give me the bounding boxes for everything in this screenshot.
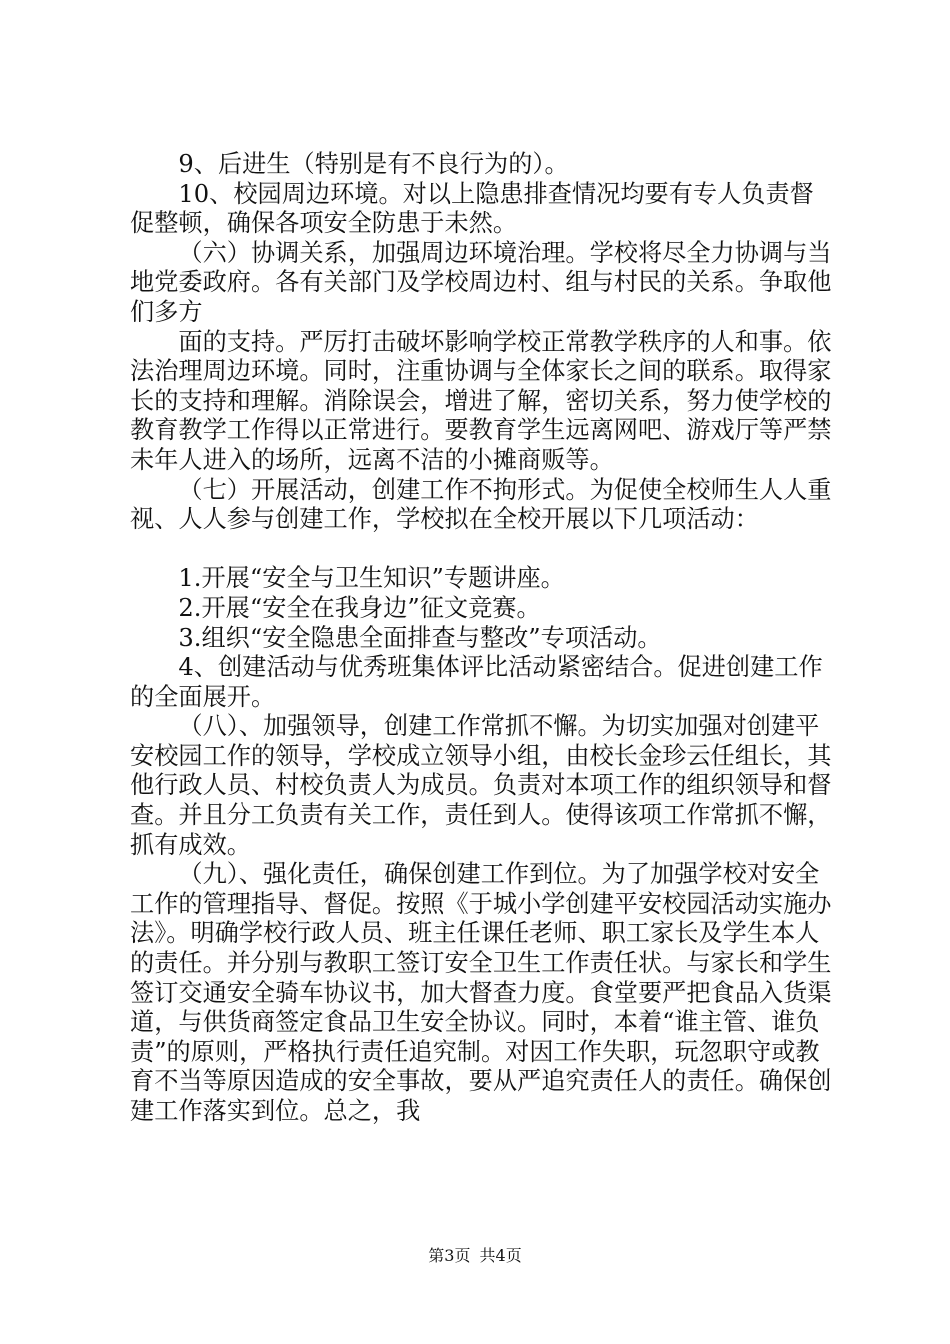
paragraph-section-8: （八）、加强领导，创建工作常抓不懈。为切实加强对创建平安校园工作的领导，学校成立领导小组，由校长金珍云任组长，其他行政人员、村校负责人为成员。负责对本项工作的组织领导和督查。并且分工负责有关工作，责任到人。使得该项工作常抓不懈，抓有成效。 [130,712,832,859]
page-footer [0,1243,950,1266]
activity-list-item-4: 4、创建活动与优秀班集体评比活动紧密结合。促进创建工作的全面展开。 [130,653,823,711]
spacer [130,535,835,565]
paragraph-item-10: 10、校园周边环境。对以上隐患排查情况均要有专人负责督促整顿，确保各项安全防患于未然。 [130,179,814,238]
paragraph-section-7: （七）开展活动，创建工作不拘形式。为促使全校师生人人重视、人人参与创建工作，学校拟在全校开展以下几项活动： [130,475,832,534]
paragraph-item-9: 9、后进生（特别是有不良行为的）。 [178,150,569,178]
activity-list-item-2: 2.开展“安全在我身边”征文竞赛。 [178,593,541,622]
document-body [130,150,835,1127]
paragraph-section-6-continued: 面的支持。严厉打击破坏影响学校正常教学秩序的人和事。依法治理周边环境。同时，注重协调与全体家长之间的联系。取得家长的支持和理解。消除误会，增进了解，密切关系，努力使学校的教育教学工作得以正常进行。要教育学生远离网吧、游戏厅等严禁未年人进入的场所，远离不洁的小摊商贩等。 [130,327,832,474]
paragraph-section-6: （六）协调关系，加强周边环境治理。学校将尽全力协调与当地党委政府。各有关部门及学校周边村、组与村民的关系。争取他们多方 [130,238,832,326]
activity-list-item-1: 1.开展“安全与卫生知识”专题讲座。 [178,564,565,593]
page-number: 第3页 [428,1246,471,1265]
page-total: 共4页 [479,1246,522,1265]
activity-list-item-3: 3.组织“安全隐患全面排查与整改”专项活动。 [178,623,662,652]
paragraph-section-9: （九）、强化责任，确保创建工作到位。为了加强学校对安全工作的管理指导、督促。按照《于城小学创建平安校园活动实施办法》。明确学校行政人员、班主任课任老师、职工家长及学生本人的责任。并分别与教职工签订安全卫生工作责任状。与家长和学生签订交通安全骑车协议书，加大督查力度。食堂要严把食品入货渠道，与供货商签定食品卫生安全协议。同时，本着“谁主管、谁负责”的原则，严格执行责任追究制。对因工作失职，玩忽职守或教育不当等原因造成的安全事故，要从严追究责任人的责任。确保创建工作落实到位。总之，我 [130,860,832,1125]
